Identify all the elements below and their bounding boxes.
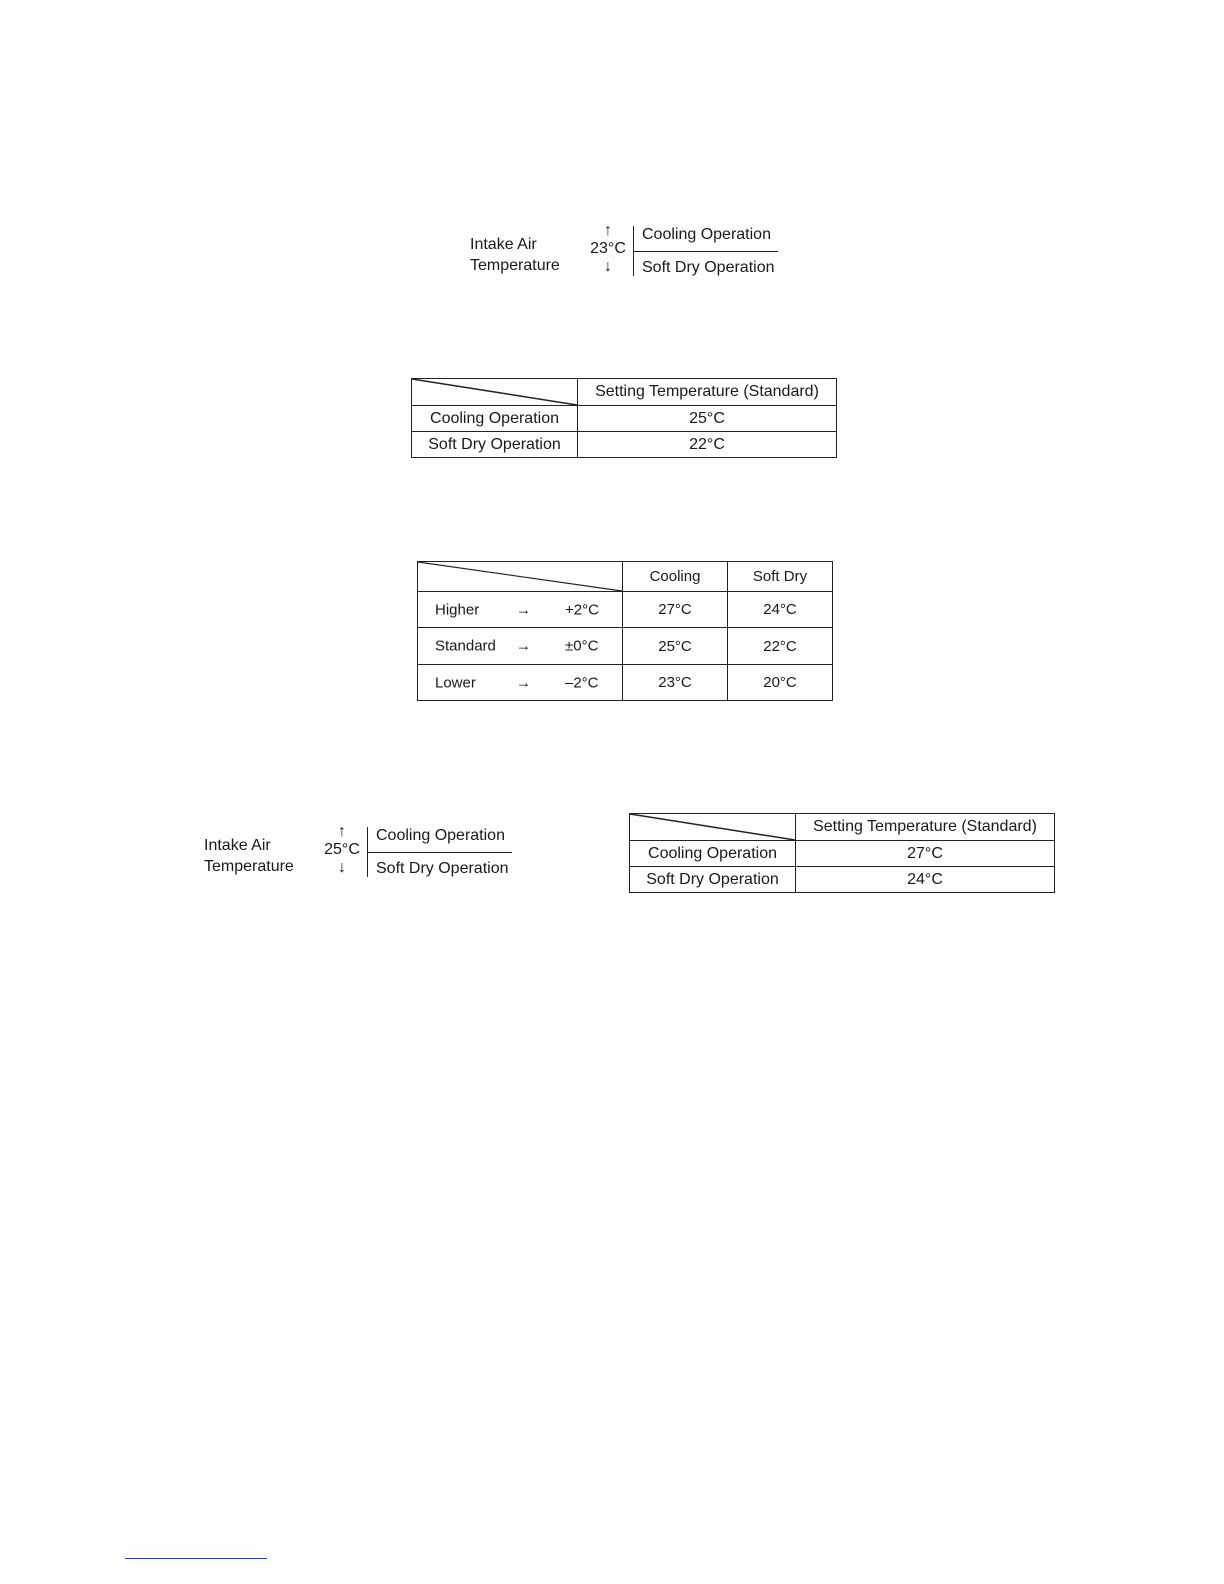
threshold-stack <box>320 824 364 876</box>
threshold-temperature: 23°C <box>590 240 626 257</box>
table-row <box>630 841 1055 867</box>
setting-temperature-table-1 <box>411 378 837 458</box>
soft-dry-value: 22°C <box>728 628 833 665</box>
cooling-value: 23°C <box>623 665 728 701</box>
footer-rule <box>125 1558 267 1559</box>
intake-label-line-1: Intake Air <box>204 837 271 854</box>
diagonal-line <box>630 814 795 840</box>
corner-cell <box>412 379 578 406</box>
row-label: Cooling Operation <box>630 841 796 867</box>
intake-air-label <box>470 234 560 276</box>
up-arrow-icon: ↑ <box>338 823 346 840</box>
cooling-value: 27°C <box>623 592 728 628</box>
table-row <box>412 432 837 458</box>
row-label: Cooling Operation <box>412 406 578 432</box>
right-arrow-icon: → <box>516 674 531 691</box>
table-row <box>418 628 833 665</box>
row-value: 25°C <box>578 406 837 432</box>
column-header-soft-dry: Soft Dry <box>728 562 833 592</box>
cooling-value: 25°C <box>623 628 728 665</box>
offset-value: ±0°C <box>565 637 599 655</box>
up-arrow-icon: ↑ <box>604 222 612 239</box>
lower-operation-label: Soft Dry Operation <box>642 259 775 276</box>
intake-air-label <box>204 835 294 877</box>
table-row <box>630 867 1055 893</box>
row-value: 22°C <box>578 432 837 458</box>
table-row <box>418 592 833 628</box>
row-value: 24°C <box>796 867 1055 893</box>
intake-label-line-1: Intake Air <box>470 236 537 253</box>
row-label: Soft Dry Operation <box>630 867 796 893</box>
column-header: Setting Temperature (Standard) <box>578 379 837 406</box>
row-value: 27°C <box>796 841 1055 867</box>
right-arrow-icon: → <box>516 601 531 618</box>
level-label: Higher <box>435 601 480 618</box>
intake-label-line-2: Temperature <box>204 858 294 875</box>
down-arrow-icon: ↓ <box>604 258 612 275</box>
row-label: Soft Dry Operation <box>412 432 578 458</box>
offset-value: +2°C <box>565 601 599 618</box>
corner-cell <box>418 562 623 592</box>
level-label: Standard <box>435 637 496 655</box>
table-row <box>412 406 837 432</box>
offset-value: –2°C <box>565 674 599 691</box>
divider-line <box>634 251 778 252</box>
soft-dry-value: 20°C <box>728 665 833 701</box>
upper-operation-label: Cooling Operation <box>642 226 771 243</box>
intake-label-line-2: Temperature <box>470 257 560 274</box>
setting-temperature-table-2 <box>629 813 1055 893</box>
column-header-cooling: Cooling <box>623 562 728 592</box>
divider-line <box>368 852 512 853</box>
lower-operation-label: Soft Dry Operation <box>376 860 509 877</box>
soft-dry-value: 24°C <box>728 592 833 628</box>
adjustment-label <box>418 665 623 701</box>
column-header: Setting Temperature (Standard) <box>796 814 1055 841</box>
level-label: Lower <box>435 674 476 691</box>
threshold-temperature: 25°C <box>324 841 360 858</box>
temperature-adjustment-table <box>417 561 833 701</box>
down-arrow-icon: ↓ <box>338 859 346 876</box>
upper-operation-label: Cooling Operation <box>376 827 505 844</box>
corner-cell <box>630 814 796 841</box>
threshold-stack <box>586 223 630 275</box>
adjustment-label <box>418 628 623 665</box>
diagonal-line <box>412 379 577 405</box>
diagonal-line <box>418 562 622 591</box>
right-arrow-icon: → <box>516 637 531 655</box>
table-row <box>418 665 833 701</box>
adjustment-label <box>418 592 623 628</box>
